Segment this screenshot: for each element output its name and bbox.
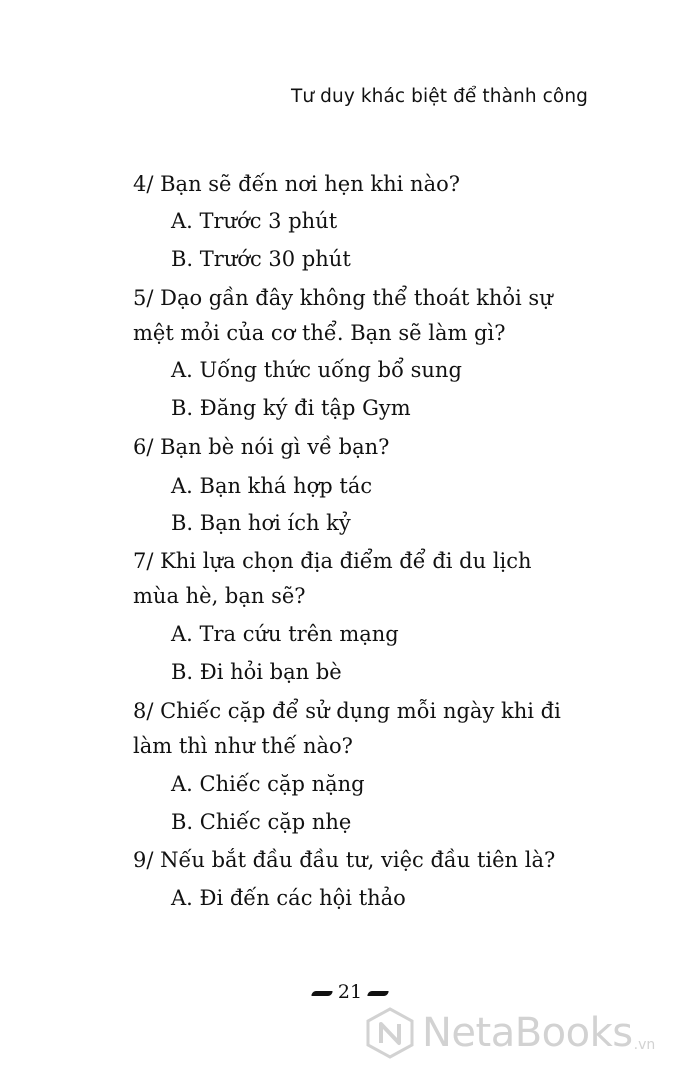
- question-4-option-b: B. Trước 30 phút: [171, 247, 351, 271]
- question-6-option-b: B. Bạn hơi ích kỷ: [171, 511, 351, 535]
- question-5: 5/ Dạo gần đây không thể thoát khỏi sự mệt mỏi của cơ thể. Bạn sẽ làm gì?: [133, 286, 553, 345]
- ornament-left-icon: [311, 991, 333, 996]
- watermark-suffix: .vn: [633, 1037, 656, 1053]
- question-8-option-b: B. Chiếc cặp nhẹ: [171, 810, 352, 834]
- question-5-option-b: B. Đăng ký đi tập Gym: [171, 396, 411, 420]
- question-5-option-a: A. Uống thức uống bổ sung: [171, 358, 462, 382]
- question-7-option-b: B. Đi hỏi bạn bè: [171, 660, 342, 684]
- question-9: 9/ Nếu bắt đầu đầu tư, việc đầu tiên là?: [133, 848, 556, 872]
- page-number: 21: [337, 981, 363, 1003]
- watermark: [364, 1003, 700, 1063]
- running-header: Tư duy khác biệt để thành công: [290, 86, 588, 107]
- netabooks-logo-icon: [364, 1007, 416, 1059]
- page-footer: [0, 981, 700, 1003]
- watermark-brand: NetaBooks: [422, 1010, 633, 1056]
- question-8: 8/ Chiếc cặp để sử dụng mỗi ngày khi đi làm thì như thế nào?: [133, 699, 561, 758]
- ornament-right-icon: [367, 991, 389, 996]
- question-8-option-a: A. Chiếc cặp nặng: [171, 772, 365, 796]
- question-6: 6/ Bạn bè nói gì về bạn?: [133, 435, 390, 459]
- question-6-option-a: A. Bạn khá hợp tác: [171, 474, 373, 498]
- question-4: 4/ Bạn sẽ đến nơi hẹn khi nào?: [133, 172, 461, 196]
- question-7: 7/ Khi lựa chọn địa điểm để đi du lịch mùa hè, bạn sẽ?: [133, 549, 532, 608]
- question-7-option-a: A. Tra cứu trên mạng: [171, 622, 399, 646]
- question-4-option-a: A. Trước 3 phút: [171, 209, 338, 233]
- question-9-option-a: A. Đi đến các hội thảo: [171, 886, 406, 910]
